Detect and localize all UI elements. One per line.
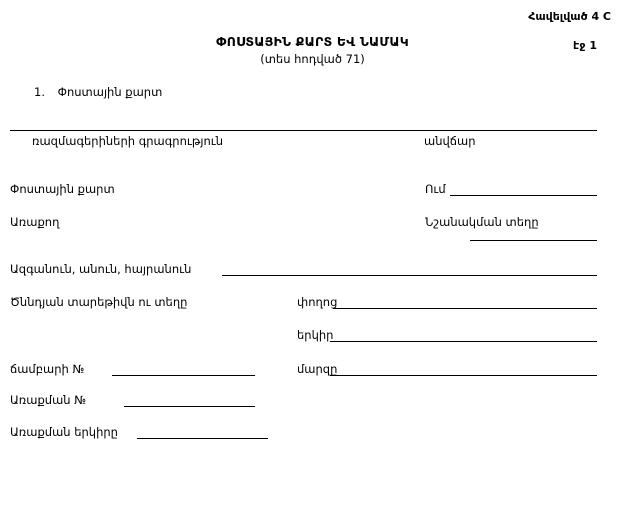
field-line-street[interactable] <box>333 308 597 309</box>
label-destination: Նշանակման տեղը <box>425 215 539 229</box>
field-line-sender-number[interactable] <box>124 406 255 407</box>
section-label: Փոստային քարտ <box>57 85 163 99</box>
label-street: փողոց <box>297 295 338 309</box>
label-camp-number: ճամբարի № <box>10 362 85 376</box>
annex-label: Հավելված 4 C <box>528 10 611 23</box>
label-birth-date-place: Ծննդյան տարեթիվն ու տեղը <box>10 295 188 309</box>
section-number: 1. <box>34 85 45 99</box>
field-line-name[interactable] <box>222 275 597 276</box>
label-sender-country: Առաքման երկիրը <box>10 425 118 439</box>
section-heading <box>34 85 162 99</box>
label-region: մարզը <box>297 362 338 376</box>
label-postcard: Փոստային քարտ <box>10 182 115 196</box>
label-country: երկիր <box>297 328 334 342</box>
page-subtitle: (տես հոդված 71) <box>260 52 365 66</box>
field-line-to[interactable] <box>450 195 597 196</box>
field-line-camp-number[interactable] <box>112 375 255 376</box>
page-number-label: էջ 1 <box>573 38 597 52</box>
label-agents-ops: ռազմագերիների գրագրություն <box>32 134 224 148</box>
label-to: Ում <box>425 182 446 196</box>
label-sender: Առաքող <box>10 215 60 229</box>
field-line-sender-country[interactable] <box>137 438 268 439</box>
page-title: ՓՈՍՏԱՅԻՆ ՔԱՐՏ ԵՎ ՆԱՄԱԿ <box>216 34 409 49</box>
field-line-country[interactable] <box>330 341 597 342</box>
divider-top <box>10 130 597 131</box>
field-line-region[interactable] <box>330 375 597 376</box>
label-free-of-charge: անվճար <box>424 134 476 148</box>
field-line-destination[interactable] <box>470 240 597 241</box>
label-sender-number: Առաքման № <box>10 393 87 407</box>
label-name-surname-father: Ազգանուն, անուն, հայրանուն <box>10 262 192 276</box>
